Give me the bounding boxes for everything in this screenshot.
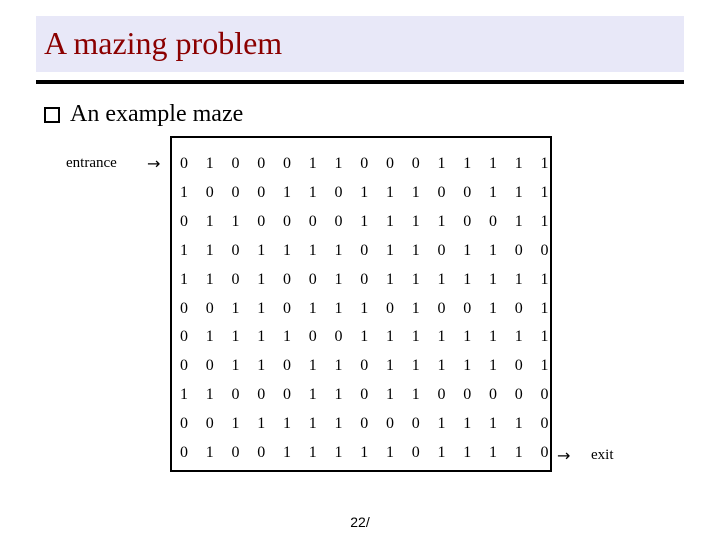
maze-cell: 0 xyxy=(540,415,549,433)
maze-cell: 1 xyxy=(514,444,523,461)
maze-cell: 1 xyxy=(463,270,472,288)
maze-cell: 0 xyxy=(411,155,420,172)
maze-cell: 1 xyxy=(540,183,549,201)
maze-cell: 0 xyxy=(463,299,472,317)
maze-cell: 1 xyxy=(386,328,394,346)
maze-cell: 1 xyxy=(489,155,497,172)
maze-cell: 0 xyxy=(205,357,214,375)
maze-cell: 1 xyxy=(334,415,343,433)
maze-cell: 1 xyxy=(180,386,188,404)
maze-cell: 1 xyxy=(463,415,472,433)
maze-cell: 1 xyxy=(437,328,446,346)
maze-cell: 1 xyxy=(231,328,240,346)
maze-cell: 0 xyxy=(205,415,214,433)
maze-cell: 0 xyxy=(360,241,369,259)
maze-cell: 1 xyxy=(360,183,369,201)
maze-cell: 1 xyxy=(334,270,343,288)
maze-cell: 1 xyxy=(514,328,523,346)
exit-label: exit xyxy=(591,447,614,463)
maze-cell: 1 xyxy=(386,212,394,230)
maze-cell: 0 xyxy=(411,444,420,461)
maze-cell: 0 xyxy=(514,241,523,259)
maze-cell: 0 xyxy=(514,386,523,404)
maze-cell: 0 xyxy=(205,299,214,317)
maze-cell: 1 xyxy=(283,415,291,433)
maze-cell: 1 xyxy=(489,299,497,317)
maze-cell: 0 xyxy=(411,415,420,433)
maze-cell: 0 xyxy=(489,386,497,404)
bullet-text: An example maze xyxy=(70,100,244,127)
maze-top-rule xyxy=(170,136,552,138)
maze-cell: 1 xyxy=(360,212,369,230)
maze-cell: 1 xyxy=(334,155,343,172)
maze-cell: 0 xyxy=(463,386,472,404)
maze-cell: 1 xyxy=(463,155,472,172)
maze-cell: 0 xyxy=(180,415,188,433)
maze-cell: 0 xyxy=(386,299,394,317)
maze-cell: 0 xyxy=(437,386,446,404)
maze-cell: 1 xyxy=(463,241,472,259)
maze-cell: 1 xyxy=(205,444,214,461)
maze-cell: 0 xyxy=(514,357,523,375)
maze-cell: 1 xyxy=(257,241,266,259)
maze-cell: 0 xyxy=(283,357,291,375)
maze-cell: 1 xyxy=(463,444,472,461)
maze-cell: 1 xyxy=(334,357,343,375)
maze-cell: 0 xyxy=(231,444,240,461)
maze-cell: 1 xyxy=(540,270,549,288)
maze-cell: 1 xyxy=(514,270,523,288)
maze-cell: 1 xyxy=(334,386,343,404)
maze-cell: 1 xyxy=(411,328,420,346)
maze-cell: 1 xyxy=(257,270,266,288)
maze-cell: 0 xyxy=(231,155,240,172)
maze-cell: 1 xyxy=(308,299,317,317)
maze-cell: 0 xyxy=(334,183,343,201)
maze-cell: 0 xyxy=(360,270,369,288)
maze-cell: 1 xyxy=(283,183,291,201)
maze-cell: 1 xyxy=(437,270,446,288)
maze-cell: 1 xyxy=(257,328,266,346)
maze-cell: 0 xyxy=(180,357,188,375)
maze-cell: 0 xyxy=(283,386,291,404)
maze-cell: 1 xyxy=(540,155,549,172)
title-box xyxy=(36,16,684,72)
maze-cell: 1 xyxy=(334,299,343,317)
maze-cell: 0 xyxy=(257,386,266,404)
maze-cell: 1 xyxy=(231,212,240,230)
title-divider xyxy=(36,80,684,84)
maze-cell: 1 xyxy=(386,183,394,201)
maze-cell: 1 xyxy=(489,270,497,288)
maze-cell: 0 xyxy=(283,299,291,317)
maze-cell: 0 xyxy=(205,183,214,201)
checkbox-bullet-icon xyxy=(44,107,60,123)
maze-cell: 0 xyxy=(437,299,446,317)
maze-cell: 1 xyxy=(411,241,420,259)
maze-cell: 1 xyxy=(411,183,420,201)
maze-cell: 0 xyxy=(308,270,317,288)
maze-cell: 1 xyxy=(437,212,446,230)
maze-cell: 1 xyxy=(386,270,394,288)
maze-cell: 1 xyxy=(437,444,446,461)
maze-bottom-rule xyxy=(170,470,552,472)
maze-cell: 1 xyxy=(540,357,549,375)
maze-cell: 1 xyxy=(489,415,497,433)
maze-cell: 0 xyxy=(360,155,369,172)
maze-cell: 1 xyxy=(308,155,317,172)
maze-cell: 1 xyxy=(205,386,214,404)
maze-cell: 1 xyxy=(257,415,266,433)
maze-cell: 1 xyxy=(386,241,394,259)
maze-cell: 1 xyxy=(437,155,446,172)
maze-cell: 0 xyxy=(231,241,240,259)
maze-cell: 1 xyxy=(437,357,446,375)
maze-cell: 1 xyxy=(411,357,420,375)
maze-cell: 0 xyxy=(257,155,266,172)
maze-cell: 1 xyxy=(411,386,420,404)
maze-cell: 1 xyxy=(463,328,472,346)
maze-cell: 0 xyxy=(360,415,369,433)
maze-cell: 1 xyxy=(283,241,291,259)
maze-cell: 1 xyxy=(257,299,266,317)
bullet-item xyxy=(44,99,243,129)
maze-cell: 1 xyxy=(386,357,394,375)
maze-cell: 0 xyxy=(180,155,188,172)
maze-cell: 1 xyxy=(489,328,497,346)
maze-cell: 1 xyxy=(205,212,214,230)
maze-cell: 1 xyxy=(514,212,523,230)
maze-cell: 1 xyxy=(205,241,214,259)
maze-cell: 1 xyxy=(411,212,420,230)
maze-cell: 1 xyxy=(231,357,240,375)
maze-cell: 1 xyxy=(540,299,549,317)
maze-cell: 1 xyxy=(205,270,214,288)
maze-cell: 0 xyxy=(386,415,394,433)
maze-cell: 1 xyxy=(540,212,549,230)
maze-cell: 1 xyxy=(283,328,291,346)
maze-cell: 1 xyxy=(411,299,420,317)
maze-cell: 1 xyxy=(257,357,266,375)
maze-cell: 1 xyxy=(489,183,497,201)
maze-cell: 0 xyxy=(283,270,291,288)
maze-cell: 1 xyxy=(437,415,446,433)
maze-cell: 1 xyxy=(308,444,317,461)
maze-cell: 0 xyxy=(540,241,549,259)
maze-cell: 1 xyxy=(360,444,369,461)
maze-cell: 1 xyxy=(334,241,343,259)
maze-cell: 1 xyxy=(205,328,214,346)
maze-cell: 0 xyxy=(308,212,317,230)
maze-cell: 1 xyxy=(308,241,317,259)
page-number: 22/ xyxy=(350,514,370,530)
maze-cell: 0 xyxy=(437,241,446,259)
maze-cell: 1 xyxy=(283,444,291,461)
maze-cell: 1 xyxy=(360,328,369,346)
maze-cell: 0 xyxy=(180,328,188,346)
entrance-arrow-icon: → xyxy=(147,154,161,173)
maze-cell: 1 xyxy=(334,444,343,461)
maze-cell: 0 xyxy=(308,328,317,346)
maze-cell: 0 xyxy=(463,212,472,230)
maze-cell: 0 xyxy=(257,212,266,230)
maze-cell: 0 xyxy=(386,155,394,172)
maze-cell: 1 xyxy=(540,328,549,346)
maze-cell: 0 xyxy=(231,386,240,404)
maze-cell: 0 xyxy=(437,183,446,201)
maze-cell: 1 xyxy=(411,270,420,288)
maze-cell: 1 xyxy=(308,183,317,201)
maze-cell: 1 xyxy=(308,357,317,375)
maze-cell: 1 xyxy=(180,241,188,259)
maze-cell: 0 xyxy=(463,183,472,201)
maze-cell: 1 xyxy=(308,386,317,404)
maze-cell: 0 xyxy=(180,299,188,317)
maze-cell: 0 xyxy=(231,270,240,288)
maze-cell: 1 xyxy=(231,299,240,317)
maze-cell: 0 xyxy=(360,357,369,375)
maze-cell: 0 xyxy=(489,212,497,230)
maze-cell: 1 xyxy=(308,415,317,433)
entrance-label: entrance xyxy=(66,155,117,171)
maze-cell: 1 xyxy=(514,155,523,172)
maze-cell: 1 xyxy=(205,155,214,172)
maze-cell: 1 xyxy=(180,183,188,201)
maze-cell: 0 xyxy=(540,444,549,461)
maze-cell: 0 xyxy=(283,155,291,172)
maze-cell: 1 xyxy=(180,270,188,288)
maze-cell: 1 xyxy=(360,299,369,317)
slide-title: A mazing problem xyxy=(44,25,283,61)
exit-arrow-icon: → xyxy=(557,446,571,465)
maze-cell: 0 xyxy=(334,328,343,346)
maze-cell: 0 xyxy=(180,444,188,461)
maze-cell: 0 xyxy=(257,183,266,201)
maze-cell: 1 xyxy=(489,444,497,461)
maze-cell: 1 xyxy=(489,357,497,375)
maze-cell: 1 xyxy=(514,183,523,201)
maze-cell: 1 xyxy=(386,444,394,461)
maze-cell: 1 xyxy=(514,415,523,433)
maze-cell: 0 xyxy=(514,299,523,317)
maze-cell: 0 xyxy=(257,444,266,461)
maze-cell: 0 xyxy=(180,212,188,230)
maze-cell: 1 xyxy=(463,357,472,375)
maze-cell: 0 xyxy=(334,212,343,230)
maze-cell: 0 xyxy=(283,212,291,230)
maze-cell: 0 xyxy=(540,386,549,404)
maze-cell: 1 xyxy=(489,241,497,259)
maze-cell: 0 xyxy=(231,183,240,201)
maze-cell: 1 xyxy=(231,415,240,433)
maze-cell: 0 xyxy=(360,386,369,404)
maze-cell: 1 xyxy=(386,386,394,404)
